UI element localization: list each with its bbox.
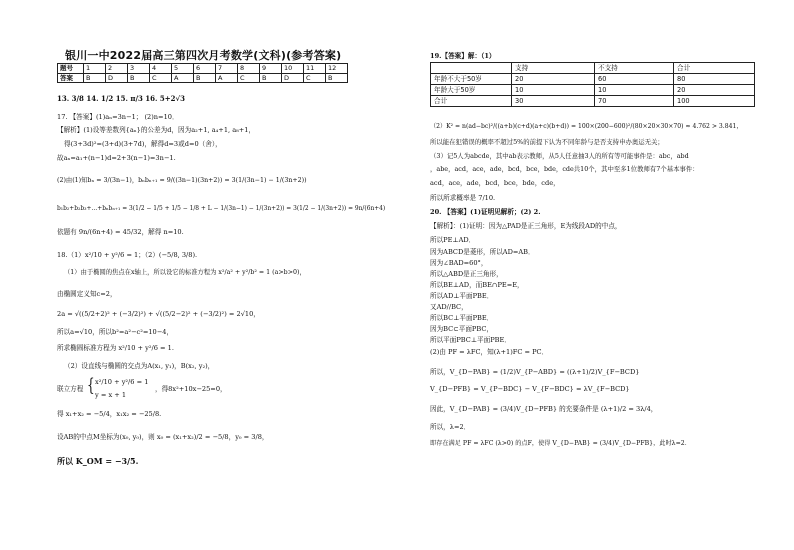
q17-line: b₁b₂+b₂b₃+…+bₙbₙ₊₁ = 3(1/2 − 1/5 + 1/5 − 1/8 + L − 1/(3n−1) − 1/(3n+2)) = 3(1/2 − 1/(3n+2)) = 9n/(6n+4) xyxy=(57,205,386,212)
q18-system-result: ，得8x²+10x−25=0， xyxy=(155,385,227,393)
answer-table-number-row xyxy=(58,64,348,74)
q19-line: ，abe，acd，ace，ade，bcd，bce，bde，cde共10个，其中至多1位教师有7个基本事件： xyxy=(430,165,699,173)
table-cell: 70 xyxy=(595,96,674,107)
table-cell: 年龄不大于50岁 xyxy=(431,74,512,85)
q18-system-label: 联立方程 xyxy=(57,385,84,393)
answer-cell: B xyxy=(128,73,150,83)
q20-line: (2)由 PF = λFC，知(λ+1)FC = PC． xyxy=(430,348,549,356)
q19-line: （2）K² = n(ad−bc)²/((a+b)(c+d)(a+c)(b+d)) = 100×(200−600)²/(80×20×30×70) ≈ 4.762 > 3.841， xyxy=(430,123,743,130)
table-cell: 80 xyxy=(674,74,755,85)
q20-line: 所以平面PBC⊥平面PBE． xyxy=(430,336,511,344)
q20-line: 所以，V_{D−PAB} = (1/2)V_{P−ABD} = ((λ+1)/2)V_{F−BCD} xyxy=(430,368,640,376)
q20-line: 因为∠BAD=60°， xyxy=(430,259,488,267)
answer-cell: B xyxy=(194,73,216,83)
q17-line: 故aₙ=a₁+(n−1)d=2+3(n−1)=3n−1. xyxy=(57,154,176,162)
q20-line: 所以△ABD是正三角形， xyxy=(430,270,503,278)
answer-table xyxy=(57,63,348,83)
answer-cell: A xyxy=(172,73,194,83)
table-header-cell: 支持 xyxy=(512,63,595,74)
table-header-cell: 合计 xyxy=(674,63,755,74)
q20-line: 所以PE⊥AD． xyxy=(430,236,476,244)
question-number: 12 xyxy=(326,64,348,74)
q20-answer: 20. 【答案】(1)证明见解析；(2) 2. xyxy=(430,208,541,216)
q20-line: 因此，V_{D−PAB} = (3/4)V_{D−PFB} 的充要条件是 (λ+1)/2 = 3λ/4， xyxy=(430,405,658,413)
table-cell: 30 xyxy=(512,96,595,107)
q20-line: 所以BE⊥AD，而BE∩PE=E， xyxy=(430,281,524,289)
question-number: 7 xyxy=(216,64,238,74)
q20-line: V_{D−PFB} = V_{P−BDC} − V_{F−BDC} = λV_{F−BCD} xyxy=(430,385,630,393)
question-number: 6 xyxy=(194,64,216,74)
q20-line: 因为ABCD是菱形，所以AD=AB． xyxy=(430,248,535,256)
table-row xyxy=(431,85,755,96)
q18-line: 得 x₁+x₂ = −5/4，x₁x₂ = −25/8. xyxy=(57,410,162,418)
q20-line: 所以AD⊥平面PBE． xyxy=(430,292,494,300)
q18-final: 所以 K_OM = −3/5. xyxy=(57,456,139,466)
q17-line: (2)由(1)知bₙ = 3/(3n−1)，bₙbₙ₊₁ = 9/((3n−1)(3n+2)) = 3(1/(3n−1) − 1/(3n+2)) xyxy=(57,177,307,184)
table-header-cell: 不支持 xyxy=(595,63,674,74)
answer-cell: B xyxy=(84,73,106,83)
answer-cell: A xyxy=(216,73,238,83)
q19-line: acd，ace，ade，bcd，bce，bde，cde， xyxy=(430,179,560,187)
brace-icon: { xyxy=(87,374,95,396)
answer-cell: C xyxy=(238,73,260,83)
q18-system-eq2: y = x + 1 xyxy=(95,391,127,399)
question-number: 3 xyxy=(128,64,150,74)
q17-line: 依题有 9n/(6n+4) = 45/32，解得 n=10. xyxy=(57,228,184,236)
table-cell: 10 xyxy=(595,85,674,96)
question-number: 1 xyxy=(84,64,106,74)
q17-answer: 17. 【答案】(1)aₙ=3n−1； (2)n=10． xyxy=(57,113,179,121)
q19-contingency-table xyxy=(430,62,755,107)
q18-line: 设AB的中点M坐标为(x₀, y₀)，则 x₀ = (x₁+x₂)/2 = −5/8，y₀ = 3/8， xyxy=(57,433,269,441)
table-cell: 60 xyxy=(595,74,674,85)
question-number: 4 xyxy=(150,64,172,74)
question-number: 10 xyxy=(282,64,304,74)
question-number: 5 xyxy=(172,64,194,74)
table-cell: 100 xyxy=(674,96,755,107)
question-number: 11 xyxy=(304,64,326,74)
table-cell: 合计 xyxy=(431,96,512,107)
q19-line: 所以所求概率是 7/10. xyxy=(430,194,496,202)
q20-line: 因为BC⊂平面PBC， xyxy=(430,325,493,333)
q20-line: 所以BC⊥平面PBE． xyxy=(430,314,494,322)
answer-cell: B xyxy=(326,73,348,83)
answer-cell: C xyxy=(150,73,172,83)
table-cell xyxy=(431,63,512,74)
q20-line: 又AD//BC， xyxy=(430,303,468,311)
q19-head: 19.【答案】解：（1） xyxy=(430,52,496,60)
table-header-row xyxy=(431,63,755,74)
table-cell: 年龄大于50岁 xyxy=(431,85,512,96)
question-number: 9 xyxy=(260,64,282,74)
answer-cell: B xyxy=(260,73,282,83)
answer-cell: C xyxy=(304,73,326,83)
q20-line: 【解析】：(1)证明：因为△PAD是正三角形，E为线段AD的中点， xyxy=(430,222,622,230)
q18-system-eq1: x²/10 + y²/6 = 1 xyxy=(95,378,149,386)
page-title: 银川一中2022届高三第四次月考数学(文科)(参考答案) xyxy=(65,49,342,62)
question-number: 2 xyxy=(106,64,128,74)
q20-line: 即存在满足 PF = λFC (λ>0) 的点F，使得 V_{D−PAB} = (3/4)V_{D−PFB}，此时λ=2． xyxy=(430,440,691,447)
table-row xyxy=(431,74,755,85)
q18-line: （1）由于椭圆的焦点在x轴上，所以设它的标准方程为 x²/a² + y²/b² = 1 (a>b>0)， xyxy=(64,269,306,276)
q17-line: 得(3+3d)²=(3+d)(3+7d)，解得d=3或d=0（舍）， xyxy=(64,140,222,148)
row-label-answer: 答案 xyxy=(58,73,84,83)
answer-cell: D xyxy=(106,73,128,83)
answer-cell: D xyxy=(282,73,304,83)
q18-line: 所求椭圆标准方程为 x²/10 + y²/6 = 1. xyxy=(57,344,174,352)
q19-line: （3）记5人为abcde，其中ab表示教师，从5人任意抽3人的所有等可能事件是：abc，abd xyxy=(430,152,689,160)
row-label-number: 题号 xyxy=(58,64,84,74)
q18-answer: 18.（1）x²/10 + y²/6 = 1；（2）(−5/8, 3/8). xyxy=(57,251,198,259)
table-row xyxy=(431,96,755,107)
q20-line: 所以，λ=2． xyxy=(430,423,471,431)
q19-line: 所以能在犯错误的概率不超过5%的前提下认为不同年龄与是否支持申办奥运无关； xyxy=(430,138,664,146)
q18-line: 所以a=√10，所以b²=a²−c²=10−4， xyxy=(57,328,174,336)
q18-line: 由椭圆定义知c=2， xyxy=(57,290,117,298)
table-cell: 20 xyxy=(674,85,755,96)
table-cell: 20 xyxy=(512,74,595,85)
answer-table-answer-row xyxy=(58,73,348,83)
q18-line: （2）设直线与椭圆的交点为A(x₁, y₁)，B(x₂, y₂)， xyxy=(64,362,215,370)
q17-line: 【解析】(1)设等差数列{aₙ}的公差为d，因为a₂+1, a₄+1, a₈+1， xyxy=(57,126,256,134)
table-cell: 10 xyxy=(512,85,595,96)
q18-line: 2a = √((5/2+2)² + (−3/2)²) + √((5/2−2)² + (−3/2)²) = 2√10， xyxy=(57,310,260,318)
question-number: 8 xyxy=(238,64,260,74)
fill-in-answers: 13. 3/8 14. 1/2 15. π/3 16. 5+2√3 xyxy=(57,94,185,103)
